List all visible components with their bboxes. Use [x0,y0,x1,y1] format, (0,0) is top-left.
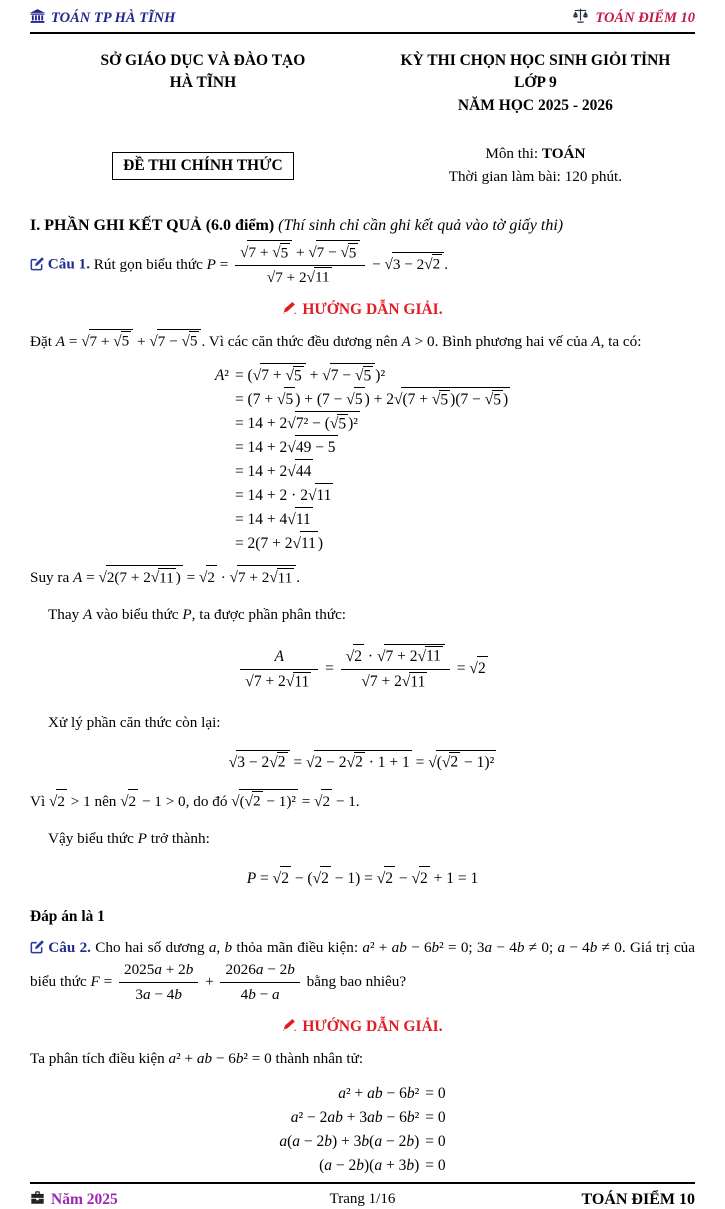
section1-heading [30,217,695,235]
equation-row: = 14 + 2√49 − 5 [215,436,510,460]
q1-fraction-display: $\frac{A}{√7 + 2√11}$ = $\frac{√2 \cdot √7 + 2√11}{√7 + 2√11}$ = √2 [30,646,695,693]
briefcase-icon [30,1191,45,1209]
writing-pencil-icon [282,1018,297,1036]
exam-title-block [376,50,695,117]
q1-derivation-block [215,364,510,556]
department-line2: HÀ TĨNH [169,74,237,92]
q1-sqrt-display: √3 − 2√2 = √2 − 2√2 · 1 + 1 = √(√2 − 1)² [30,754,695,772]
balance-scale-icon [572,8,589,28]
q2-derivation-block [279,1082,445,1178]
equation-row: = 14 + 4√11 [215,508,510,532]
official-exam-box: ĐỀ THI CHÍNH THỨC [112,152,293,180]
exam-line2: LỚP 9 [514,74,557,92]
equation-row: a² + ab − 6b² = 0 [338,1084,446,1102]
solution-guide-label-1: HƯỚNG DẪN GIẢI. [302,300,443,318]
official-box-wrap [30,152,376,180]
section1-note: (Thí sinh chỉ cần ghi kết quả vào tờ giấy thi) [278,217,564,234]
exam-line3: NĂM HỌC 2025 - 2026 [457,96,613,114]
writing-pencil-icon [282,301,297,319]
q1-thay-line: Thay A vào biểu thức P, ta được phần phân thức: [48,606,347,624]
q2-paragraph-1: Ta phân tích điều kiện a² + ab − 6b² = 0 thành nhân tử: [30,1049,364,1067]
q1-vay-line: Vậy biểu thức P trở thành: [48,829,210,847]
question-1-statement: Rút gọn biểu thức P = $\frac{√7 + √5 + √7 - √5}{√7 + 2√11}$ − √3 − 2√2 . [90,256,448,273]
equation-row: = 2(7 + 2√11 ) [215,532,510,556]
equation-row: a(a − 2b) + 3b(a − 2b) = 0 [279,1132,446,1150]
equation-row: = 14 + 2 · 2√11 [215,484,510,508]
header-left [30,9,175,28]
header-left-title: TOÁN TP HÀ TĨNH [51,10,176,26]
equation-row: a² − 2ab + 3ab − 6b² = 0 [290,1108,446,1126]
footer-left [30,1191,249,1209]
compose-note-icon [30,256,44,273]
q1-xuly-line: Xử lý phần căn thức còn lại: [48,714,221,732]
exam-line1: KỲ THI CHỌN HỌC SINH GIỎI TỈNH [400,52,671,69]
footer-page-number: Trang 1/16 [329,1191,396,1208]
duration-line: Thời gian làm bài: 120 phút. [448,168,623,186]
equation-row: (a − 2b)(a + 3b) = 0 [319,1156,446,1174]
question-2-label: Câu 2. [48,938,91,956]
subject-value: TOÁN [541,145,586,163]
question-1 [30,242,695,289]
equation-row: = 14 + 2√7² − (√5 )² [215,412,510,436]
header-right-title: TOÁN ĐIỂM 10 [595,9,695,26]
question-1-label: Câu 1. [47,255,90,273]
solution-guide-heading-2 [30,1018,695,1036]
masthead [30,50,695,117]
footer-brand: TOÁN ĐIỂM 10 [581,1190,695,1208]
bank-icon [30,9,45,28]
q1-suyra-line: Suy ra A = √2(7 + 2√11 ) = √2 · √7 + 2√11 . [30,567,695,590]
compose-note-icon [30,939,44,956]
q1-vi-line: Vì √2 > 1 nên √2 − 1 > 0, do đó √(√2 − 1)² = √2 − 1. [30,791,695,814]
subject-line [376,143,695,166]
subject-label: Môn thi: [485,145,542,163]
header-right [572,8,695,28]
equation-row: A² = (√7 + √5 + √7 − √5 )² [215,364,510,388]
page-header [30,8,695,34]
page-footer [30,1182,695,1209]
question-2-statement: Cho hai số dương a, b thỏa mãn điều kiện: a² + ab − 6b² = 0; 3a − 4b ≠ 0; a − 4b ≠ 0. Giá trị của biểu thức F = $\frac{2025a + 2b}{3a - 4b}$ + $\frac{2026a - 2b}{4b - a}$ bằng bao nhiêu? [30,938,696,1004]
solution-guide-label-2: HƯỚNG DẪN GIẢI. [302,1017,443,1035]
q1-paragraph-1: Đặt A = √7 + √5 + √7 − √5 . Vì các căn thức đều dương nên A > 0. Bình phương hai vế của A, ta có: [30,331,695,354]
q1-answer: Đáp án là 1 [30,907,105,925]
section1-title: I. PHẦN GHI KẾT QUẢ (6.0 điểm) [30,217,279,234]
masthead-row2 [30,143,695,189]
department-line1: SỞ GIÁO DỤC VÀ ĐÀO TẠO [100,52,306,69]
equation-row: = 14 + 2√44 [215,460,510,484]
subject-block [376,143,695,189]
footer-year: Năm 2025 [51,1190,118,1208]
solution-guide-heading-1 [30,301,695,319]
equation-row: = (7 + √5 ) + (7 − √5 ) + 2√(7 + √5 )(7 − √5 ) [215,388,510,412]
department-block [30,50,376,117]
question-2 [30,937,695,1006]
q1-final-display: P = √2 − (√2 − 1) = √2 − √2 + 1 = 1 [30,870,695,888]
